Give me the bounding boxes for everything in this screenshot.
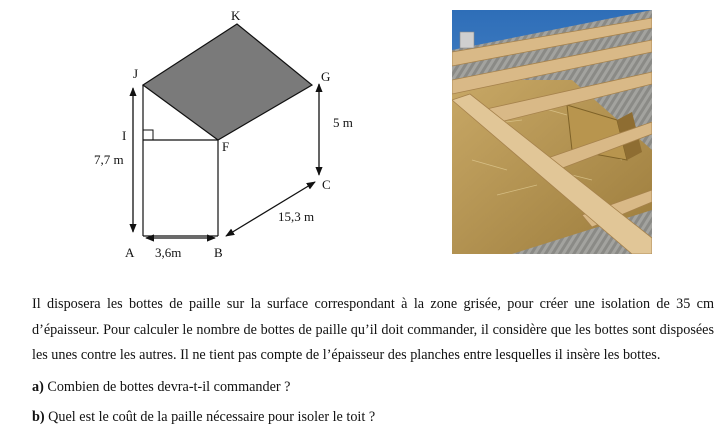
label-F: F (222, 139, 230, 154)
label-C: C (322, 177, 331, 192)
geometry-figure (80, 0, 370, 270)
label-A: A (125, 245, 135, 260)
question-a (32, 375, 714, 399)
dim-height-GC: 5 m (333, 115, 353, 130)
dim-height-AJ: 7,7 m (94, 152, 124, 167)
label-K: K (231, 8, 241, 23)
question-b-text: Quel est le coût de la paille nécessaire pour isoler le toit ? (48, 408, 376, 425)
question-a-label: a) (32, 378, 44, 395)
dim-length-BC: 15,3 m (278, 209, 315, 224)
question-a-text: Combien de bottes devra-t-il commander ? (47, 378, 291, 395)
problem-paragraph: Il disposera les bottes de paille sur la surface correspondant à la zone grisée, pour créer une isolation de 35 cm d’épaisseur. Pour calculer le nombre de bottes de paille qu’il doit commander, il considère que les bottes sont disposées les unes contre les autres. Il ne tient pas compte de l’épaisseur des planches entre lesquelles il insère les bottes. (32, 296, 714, 363)
right-angle-mark (143, 130, 153, 140)
problem-statement (32, 292, 714, 429)
label-B: B (214, 245, 223, 260)
roof-surface (143, 24, 312, 140)
label-I: I (122, 128, 127, 143)
label-G: G (321, 69, 331, 84)
question-b (32, 405, 714, 429)
dim-width-AB: 3,6m (155, 245, 182, 260)
question-b-label: b) (32, 408, 45, 425)
label-J: J (133, 66, 139, 81)
straw-roof-insulation-photo (452, 10, 652, 254)
